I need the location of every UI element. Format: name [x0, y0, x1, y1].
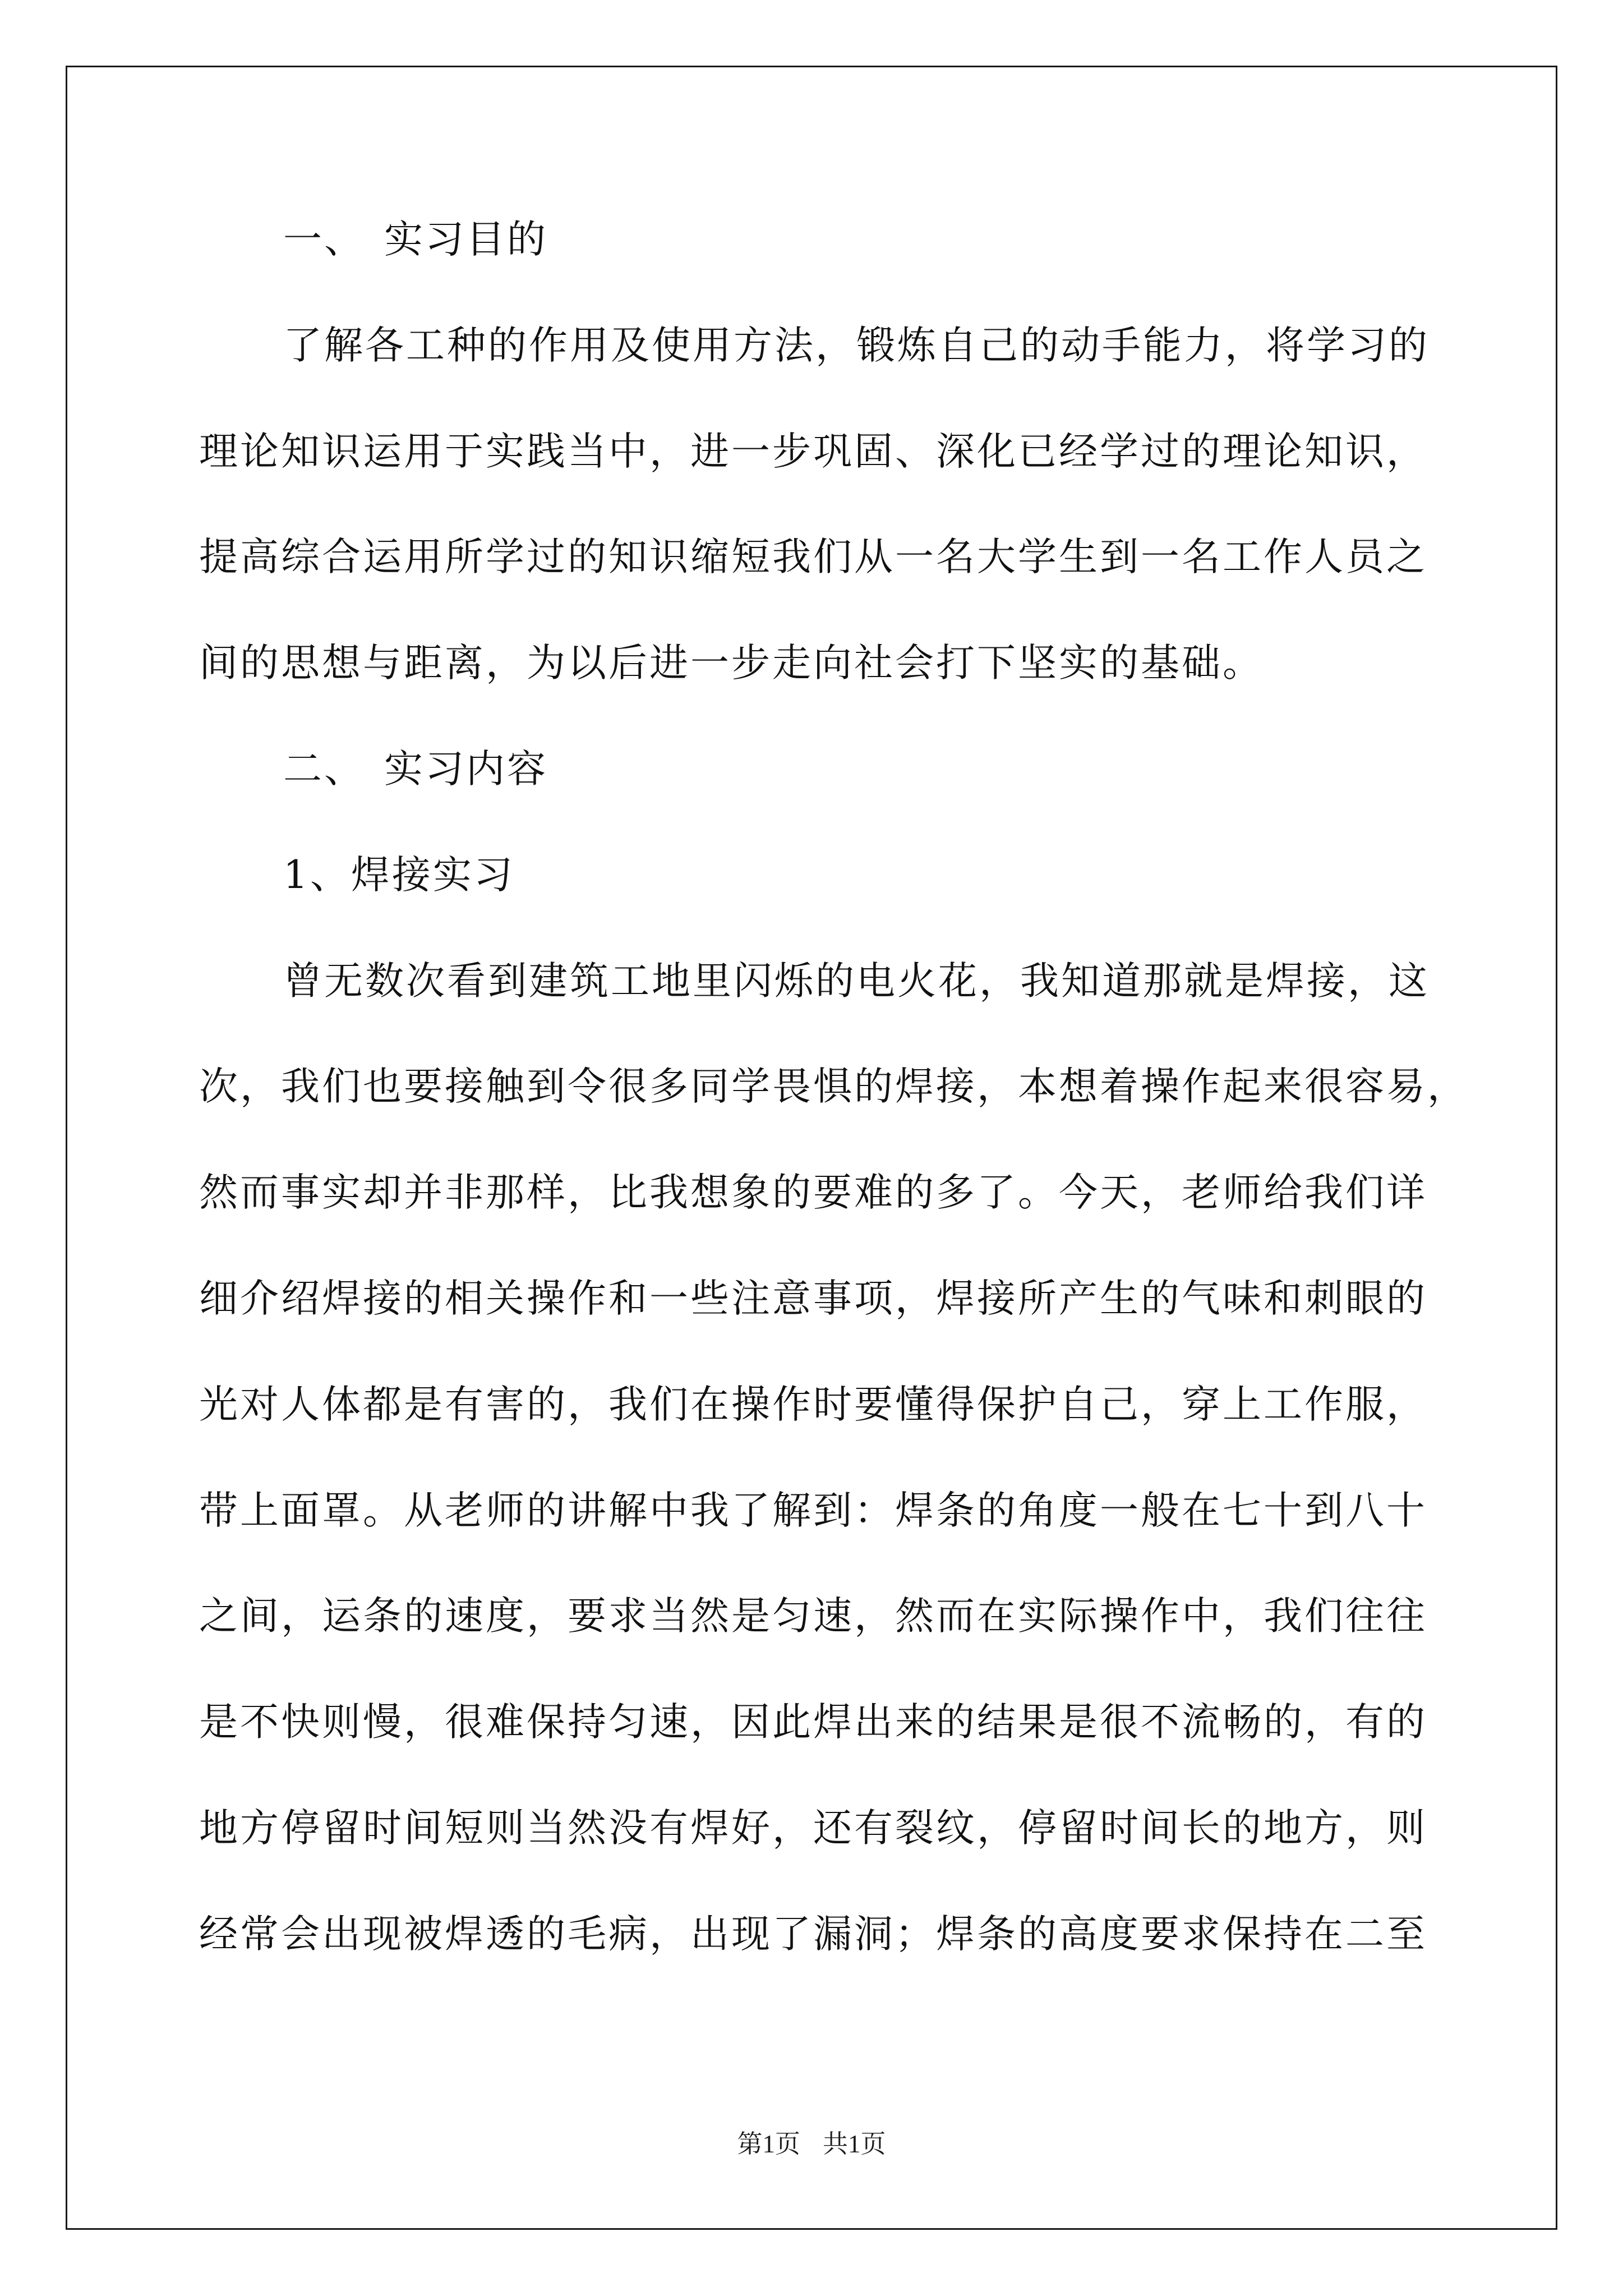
page-number: 第1页 — [737, 2130, 800, 2158]
paragraph-line: 曾无数次看到建筑工地里闪烁的电火花，我知道那就是焊接，这 — [283, 958, 1430, 1004]
paragraph-line: 细介绍焊接的相关操作和一些注意事项，焊接所产生的气味和刺眼的 — [199, 1276, 1427, 1321]
paragraph-line: 是不快则慢，很难保持匀速，因此焊出来的结果是很不流畅的，有的 — [199, 1700, 1427, 1745]
paragraph-line: 提高综合运用所学过的知识缩短我们从一名大学生到一名工作人员之 — [199, 535, 1427, 580]
section-title: 实习目的 — [384, 217, 548, 262]
page-total: 共1页 — [823, 2130, 886, 2158]
page-footer — [0, 2123, 1623, 2160]
paragraph-line: 光对人体都是有害的，我们在操作时要懂得保护自己，穿上工作服， — [199, 1382, 1427, 1427]
subsection-heading: 1、焊接实习 — [283, 852, 515, 898]
document-body — [199, 213, 1468, 1961]
section-heading-2 — [199, 743, 1433, 795]
paragraph-line: 了解各工种的作用及使用方法，锻炼自己的动手能力，将学习的 — [283, 323, 1430, 368]
section-number: 二、 — [283, 746, 365, 792]
paragraph-line: 带上面罩。从老师的讲解中我了解到：焊条的角度一般在七十到八十 — [199, 1488, 1427, 1533]
paragraph-line: 次，我们也要接触到令很多同学畏惧的焊接，本想着操作起来很容易， — [199, 1064, 1468, 1110]
section-heading-1 — [199, 213, 1433, 266]
section-number: 一、 — [283, 217, 365, 262]
paragraph-line: 理论知识运用于实践当中，进一步巩固、深化已经学过的理论知识， — [199, 429, 1427, 474]
paragraph-line: 然而事实却并非那样，比我想象的要难的多了。今天，老师给我们详 — [199, 1170, 1427, 1216]
paragraph-line: 间的思想与距离，为以后进一步走向社会打下坚实的基础。 — [199, 641, 1264, 686]
paragraph-line: 经常会出现被焊透的毛病，出现了漏洞；焊条的高度要求保持在二至 — [199, 1911, 1427, 1957]
section-title: 实习内容 — [384, 746, 548, 792]
paragraph-line: 之间，运条的速度，要求当然是匀速，然而在实际操作中，我们往往 — [199, 1594, 1427, 1639]
paragraph-line: 地方停留时间短则当然没有焊好，还有裂纹，停留时间长的地方，则 — [199, 1805, 1427, 1851]
